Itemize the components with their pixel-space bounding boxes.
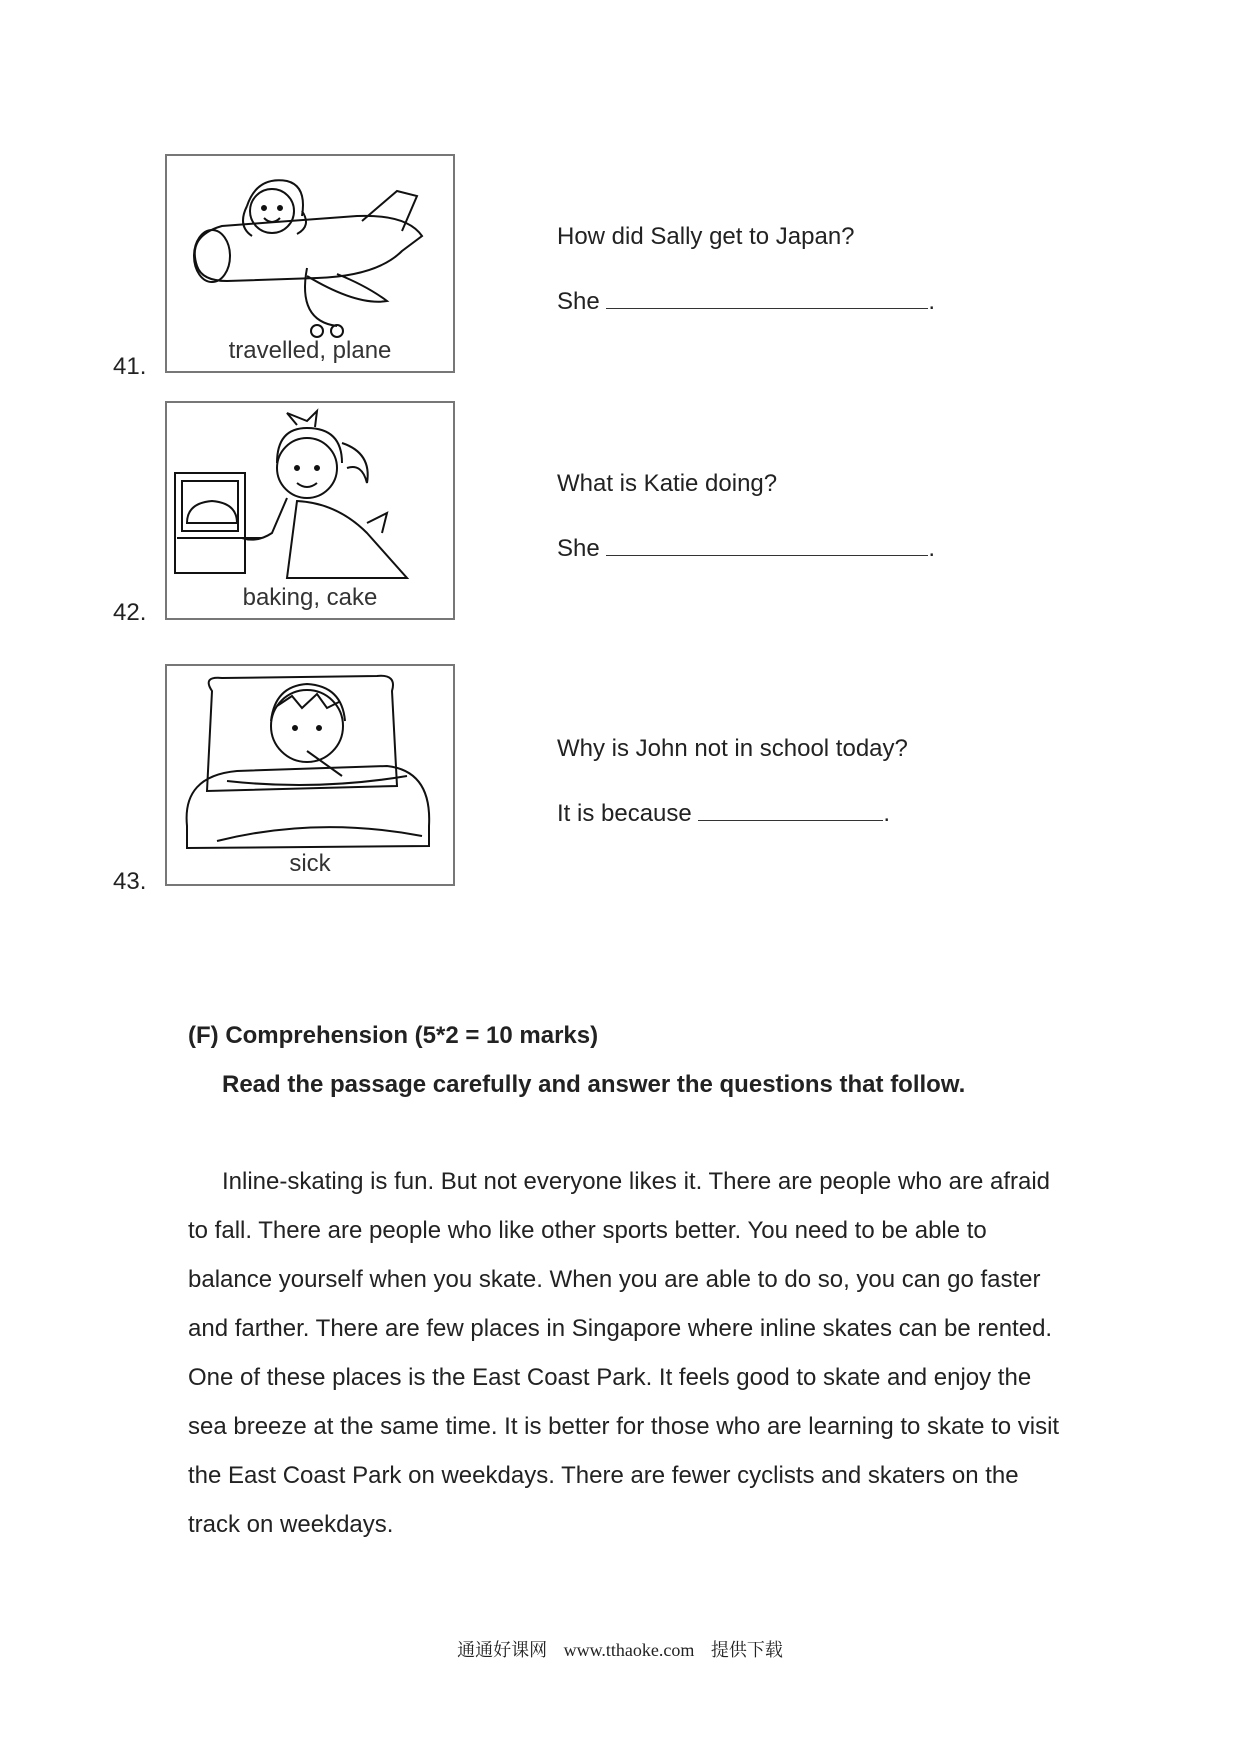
answer-prompt: She xyxy=(557,535,600,562)
answer-line xyxy=(557,531,935,563)
answer-line xyxy=(557,796,890,828)
question-text: What is Katie doing? xyxy=(557,470,778,497)
answer-prompt: It is because xyxy=(557,800,692,827)
answer-end: . xyxy=(928,535,936,562)
section-instruction: Read the passage carefully and answer the questions that follow. xyxy=(222,1071,966,1098)
footer-suffix: 提供下载 xyxy=(710,1640,783,1660)
picture-frame-41 xyxy=(165,154,455,373)
answer-prompt: She xyxy=(557,288,600,315)
section-title: (F) Comprehension (5*2 = 10 marks) xyxy=(188,1022,599,1049)
picture-frame-43 xyxy=(165,664,455,886)
picture-caption: baking, cake xyxy=(242,584,378,611)
answer-end: . xyxy=(928,288,936,315)
question-number: 42. xyxy=(113,599,147,626)
footer-url: www.tthaoke.com xyxy=(563,1640,695,1660)
answer-blank[interactable] xyxy=(606,284,928,309)
footer-site-name: 通通好课网 xyxy=(457,1640,548,1660)
picture-caption: sick xyxy=(289,850,331,877)
question-number: 41. xyxy=(113,353,147,380)
answer-blank[interactable] xyxy=(606,531,928,556)
picture-frame-42 xyxy=(165,401,455,620)
answer-line xyxy=(557,284,935,316)
footer xyxy=(0,1636,1240,1662)
question-number: 43. xyxy=(113,868,147,895)
answer-blank[interactable] xyxy=(698,796,883,821)
question-text: Why is John not in school today? xyxy=(557,735,908,762)
question-text: How did Sally get to Japan? xyxy=(557,223,855,250)
comprehension-passage: Inline-skating is fun. But not everyone likes it. There are people who are afraid to fall. There are people who like other sports better. You need to be able to balance yourself when you skate. When you are able to do so, you can go faster and farther. There are few places in Singapore where inline skates can be rented. One of these places is the East Coast Park. It feels good to skate and enjoy the sea breeze at the same time. It is better for those who are learning to skate to visit the East Coast Park on weekdays. There are fewer cyclists and skaters on the track on weekdays. xyxy=(188,1168,1060,1538)
picture-caption: travelled, plane xyxy=(228,337,392,364)
answer-end: . xyxy=(883,800,891,827)
